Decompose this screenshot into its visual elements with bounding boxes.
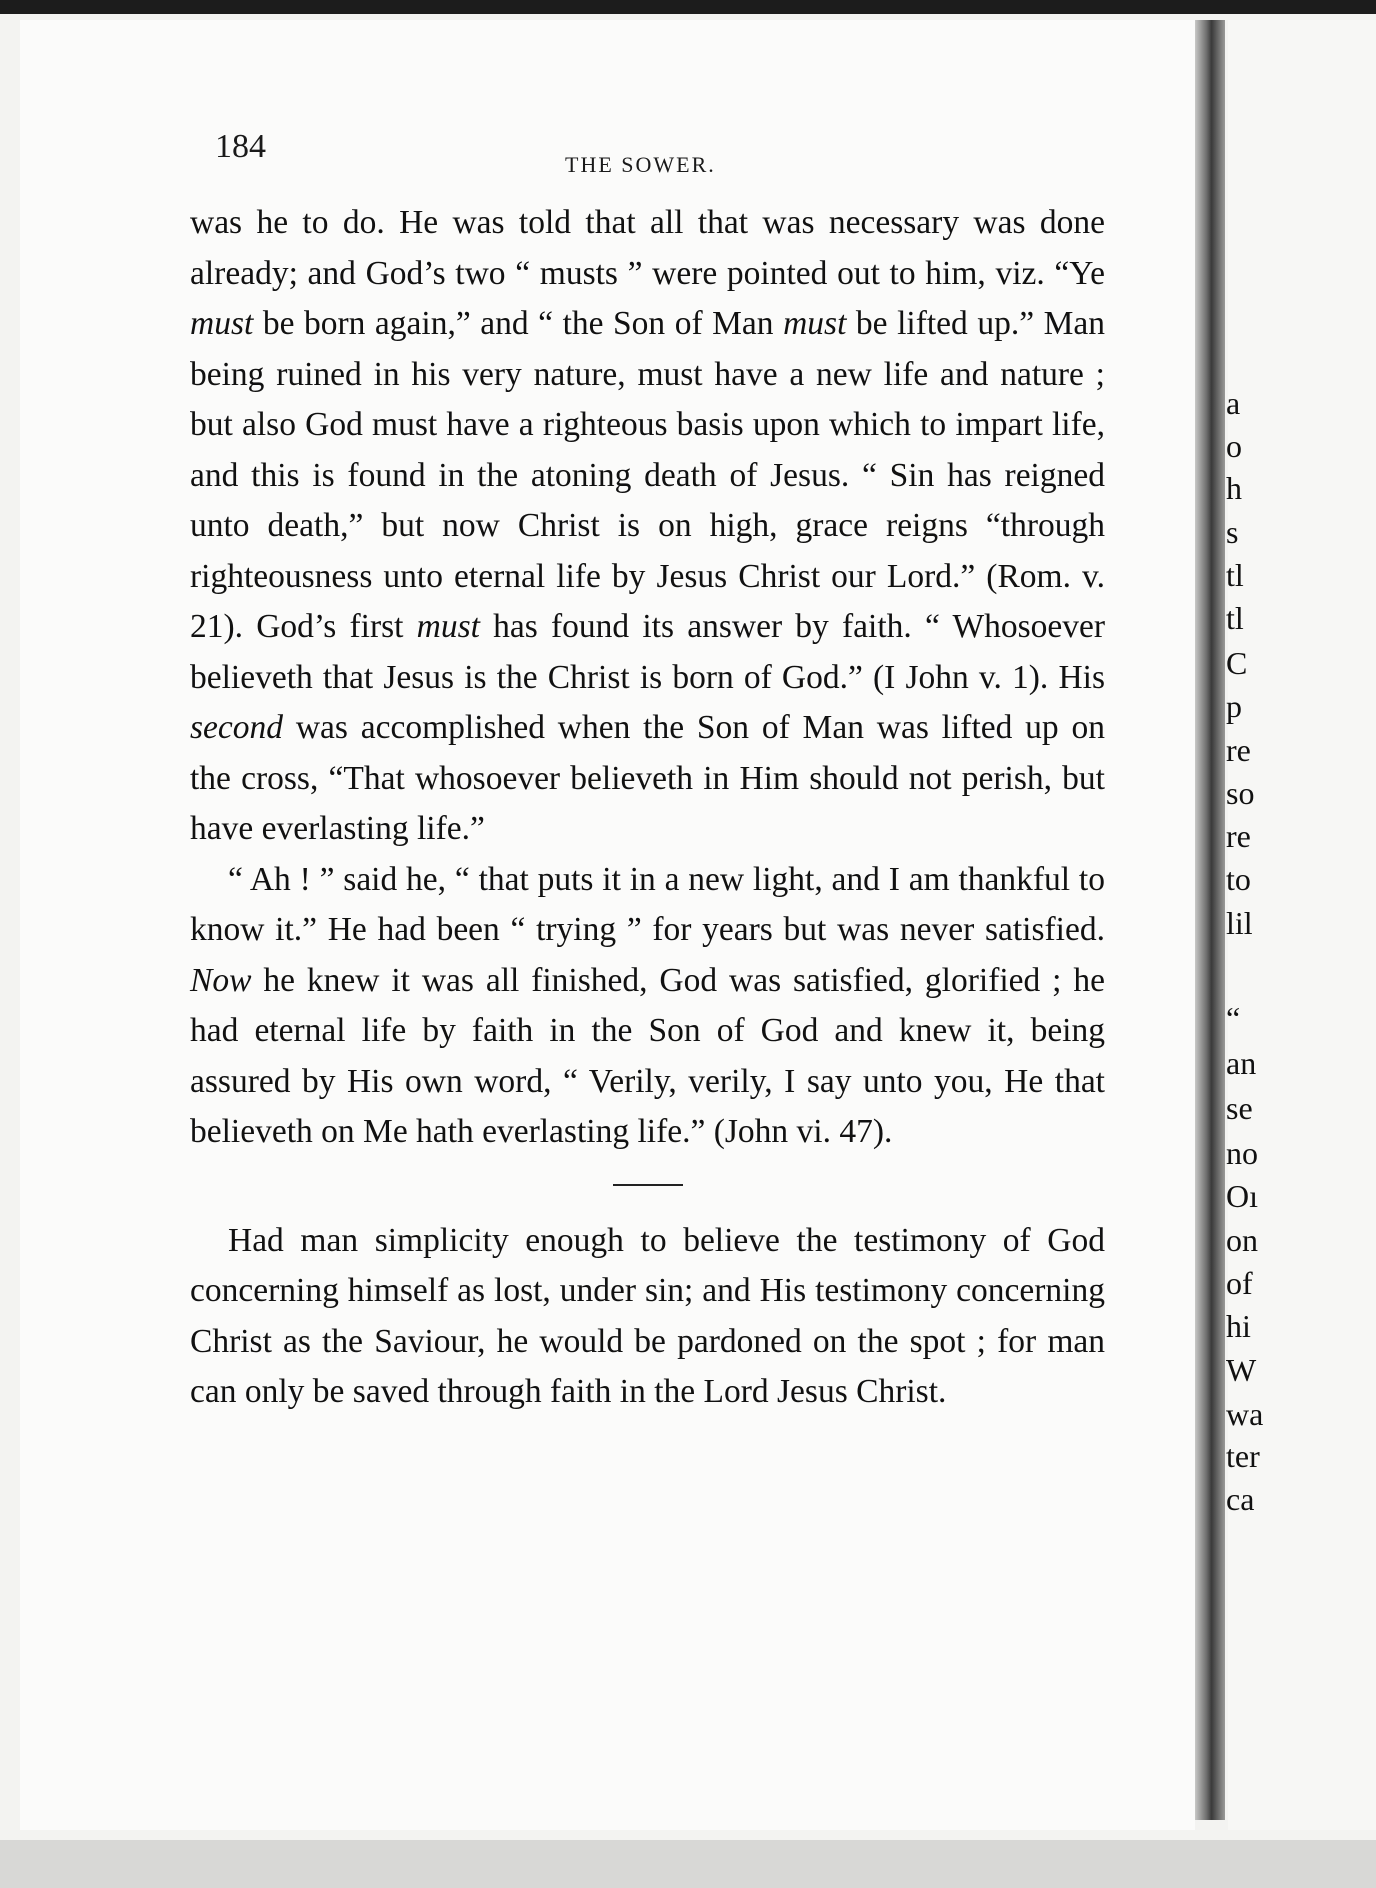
facing-page-fragment: Oı	[1226, 1178, 1258, 1214]
text-run: was he to do. He was told that all that was necessary was done already; and God’s two “ musts ” were pointed out to him, viz. “Ye	[190, 204, 1105, 292]
facing-page-fragment: hi	[1226, 1308, 1251, 1344]
facing-page-fragment: an	[1226, 1045, 1257, 1081]
paragraph-1	[190, 198, 1105, 855]
facing-page-fragment: o	[1226, 428, 1242, 464]
text-run: has found its answer by faith. “ Whosoever believeth that Jesus is the Christ is born of God.” (I John v. 1). His	[190, 608, 1106, 696]
paragraph-3	[190, 1216, 1105, 1418]
text-run: he knew it was all finished, God was satisfied, glorified ; he had eternal life by faith in the Son of God and knew it, being assured by His own word, “ Verily, verily, I say unto you, He that believeth on Me hath everlasting life.” (John vi. 47).	[190, 961, 1105, 1150]
facing-page-fragment: a	[1226, 385, 1241, 421]
italic-run: must	[783, 305, 847, 342]
text-run: be born again,” and “ the Son of Man	[253, 305, 784, 342]
facing-page-fragment: tl	[1226, 557, 1244, 593]
facing-page-fragment: s	[1226, 514, 1239, 550]
facing-page-fragment: ca	[1226, 1481, 1255, 1517]
facing-page-fragment: wa	[1226, 1396, 1264, 1432]
facing-page-fragment: “	[1226, 1000, 1241, 1036]
facing-page-fragment: re	[1226, 818, 1251, 854]
facing-page-fragment: C	[1226, 645, 1248, 681]
facing-page-fragment: p	[1226, 688, 1242, 724]
text-run: “ Ah ! ” said he, “ that puts it in a new light, and I am thankful to know it.” He had been “ trying ” for years but was never satisfied.	[190, 860, 1105, 948]
section-separator	[613, 1184, 683, 1186]
text-run: be lifted up.” Man being ruined in his very nature, must have a new life and nature ; but also God must have a righteous basis upon which to impart life, and this is found in the atoning death of Jesus. “ Sin has reigned unto death,” but now Christ is on high, grace reigns “through righteousness unto eternal life by Jesus Christ our Lord.” (Rom. v. 21). God’s first	[190, 305, 1106, 645]
page-number: 184	[215, 128, 266, 165]
facing-page-fragment: tl	[1226, 600, 1244, 636]
book-page-right-edge	[1228, 20, 1376, 1830]
facing-page-fragment: so	[1226, 775, 1255, 811]
scan-bottom-edge	[0, 1840, 1376, 1888]
italic-run: second	[190, 709, 284, 746]
body-text	[190, 198, 1105, 1418]
facing-page-fragment: h	[1226, 470, 1242, 506]
facing-page-fragment: lil	[1226, 905, 1253, 941]
text-run: Had man simplicity enough to believe the testimony of God concerning himself as lost, under sin; and His testimony concerning Christ as the Saviour, he would be pardoned on the spot ; for man can only be saved through faith in the Lord Jesus Christ.	[190, 1221, 1105, 1410]
book-page-left	[20, 20, 1195, 1830]
running-head	[215, 128, 1095, 178]
facing-page-fragment: re	[1226, 732, 1251, 768]
italic-run: Now	[190, 961, 252, 999]
italic-run: must	[190, 305, 254, 342]
facing-page-fragment: no	[1226, 1135, 1258, 1171]
facing-page-fragment: to	[1226, 861, 1251, 897]
scan-top-edge	[0, 0, 1376, 14]
facing-page-fragment: on	[1226, 1222, 1258, 1258]
facing-page-fragment: ter	[1226, 1438, 1260, 1474]
book-gutter	[1195, 20, 1225, 1820]
facing-page-fragment: se	[1226, 1090, 1253, 1126]
text-run: was accomplished when the Son of Man was lifted up on the cross, “That whosoever believeth in Him should not perish, but have everlasting life.”	[190, 709, 1105, 847]
facing-page-fragment: of	[1226, 1265, 1253, 1301]
facing-page-fragment: W	[1226, 1352, 1257, 1388]
italic-run: must	[416, 608, 480, 645]
running-title: THE SOWER.	[565, 152, 716, 177]
paragraph-2	[190, 855, 1105, 1158]
